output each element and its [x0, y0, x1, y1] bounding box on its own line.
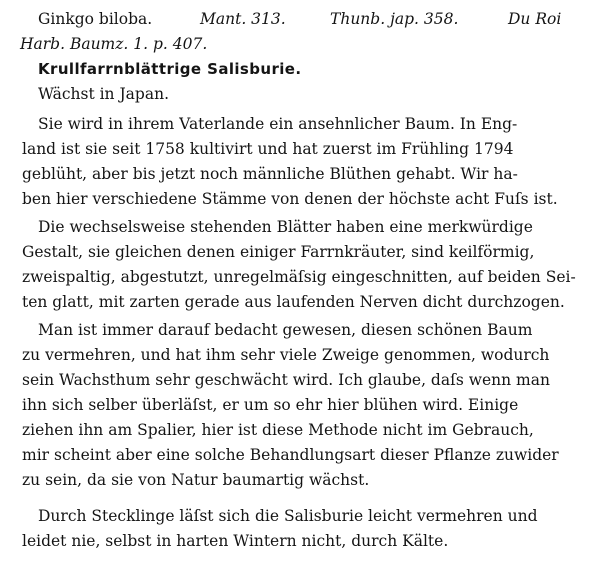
paragraph-4-line-1: Durch Stecklinge läſst sich die Salisburie leicht vermehren und	[38, 507, 538, 525]
paragraph-2-line-2: Gestalt, sie gleichen denen einiger Farrnkräuter, sind keilförmig,	[22, 243, 535, 261]
species-name-line	[38, 8, 152, 30]
paragraph-3-line-7: zu sein, da sie von Natur baumartig wächst.	[22, 471, 370, 489]
paragraph-2-line-4: ten glatt, mit zarten gerade aus laufenden Nerven dicht durchzogen.	[22, 293, 565, 311]
page-title: Krullfarrnblättrige Salisburie.	[38, 60, 302, 78]
paragraph-4-line-2: leidet nie, selbst in harten Wintern nicht, durch Kälte.	[22, 532, 449, 550]
paragraph-2-line-3: zweispaltig, abgestutzt, unregelmäſsig eingeschnitten, auf beiden Sei-	[22, 268, 576, 286]
paragraph-1-line-1: Sie wird in ihrem Vaterlande ein ansehnlicher Baum. In Eng-	[38, 115, 518, 133]
paragraph-3-line-5: ziehen ihn am Spalier, hier ist diese Methode nicht im Gebrauch,	[22, 421, 534, 439]
paragraph-3-line-6: mir scheint aber eine solche Behandlungsart dieser Pflanze zuwider	[22, 446, 559, 464]
paragraph-3-line-3: sein Wachsthum sehr geschwächt wird. Ich glaube, daſs wenn man	[22, 371, 550, 389]
paragraph-1-line-4: ben hier verschiedene Stämme von denen der höchste acht Fuſs ist.	[22, 190, 558, 208]
paragraph-3-line-4: ihn sich selber überläſst, er um so ehr hier blühen wird. Einige	[22, 396, 519, 414]
species-name: Ginkgo biloba.	[38, 10, 153, 28]
paragraph-1-line-3: geblüht, aber bis jetzt noch männliche Blüthen gehabt. Wir ha-	[22, 165, 518, 183]
reference-harb: Harb. Baumz. 1. p. 407.	[20, 35, 208, 53]
paragraph-2-line-1: Die wechselsweise stehenden Blätter haben eine merkwürdige	[38, 218, 533, 236]
reference-thunb: Thunb. jap. 358.	[330, 10, 459, 28]
paragraph-3-line-2: zu vermehren, und hat ihm sehr viele Zweige genommen, wodurch	[22, 346, 550, 364]
habitat-line: Wächst in Japan.	[38, 85, 169, 103]
reference-duroi: Du Roi	[508, 10, 562, 28]
paragraph-1-line-2: land ist sie seit 1758 kultivirt und hat zuerst im Frühling 1794	[22, 140, 514, 158]
paragraph-3-line-1: Man ist immer darauf bedacht gewesen, diesen schönen Baum	[38, 321, 533, 339]
reference-mant: Mant. 313.	[200, 10, 286, 28]
